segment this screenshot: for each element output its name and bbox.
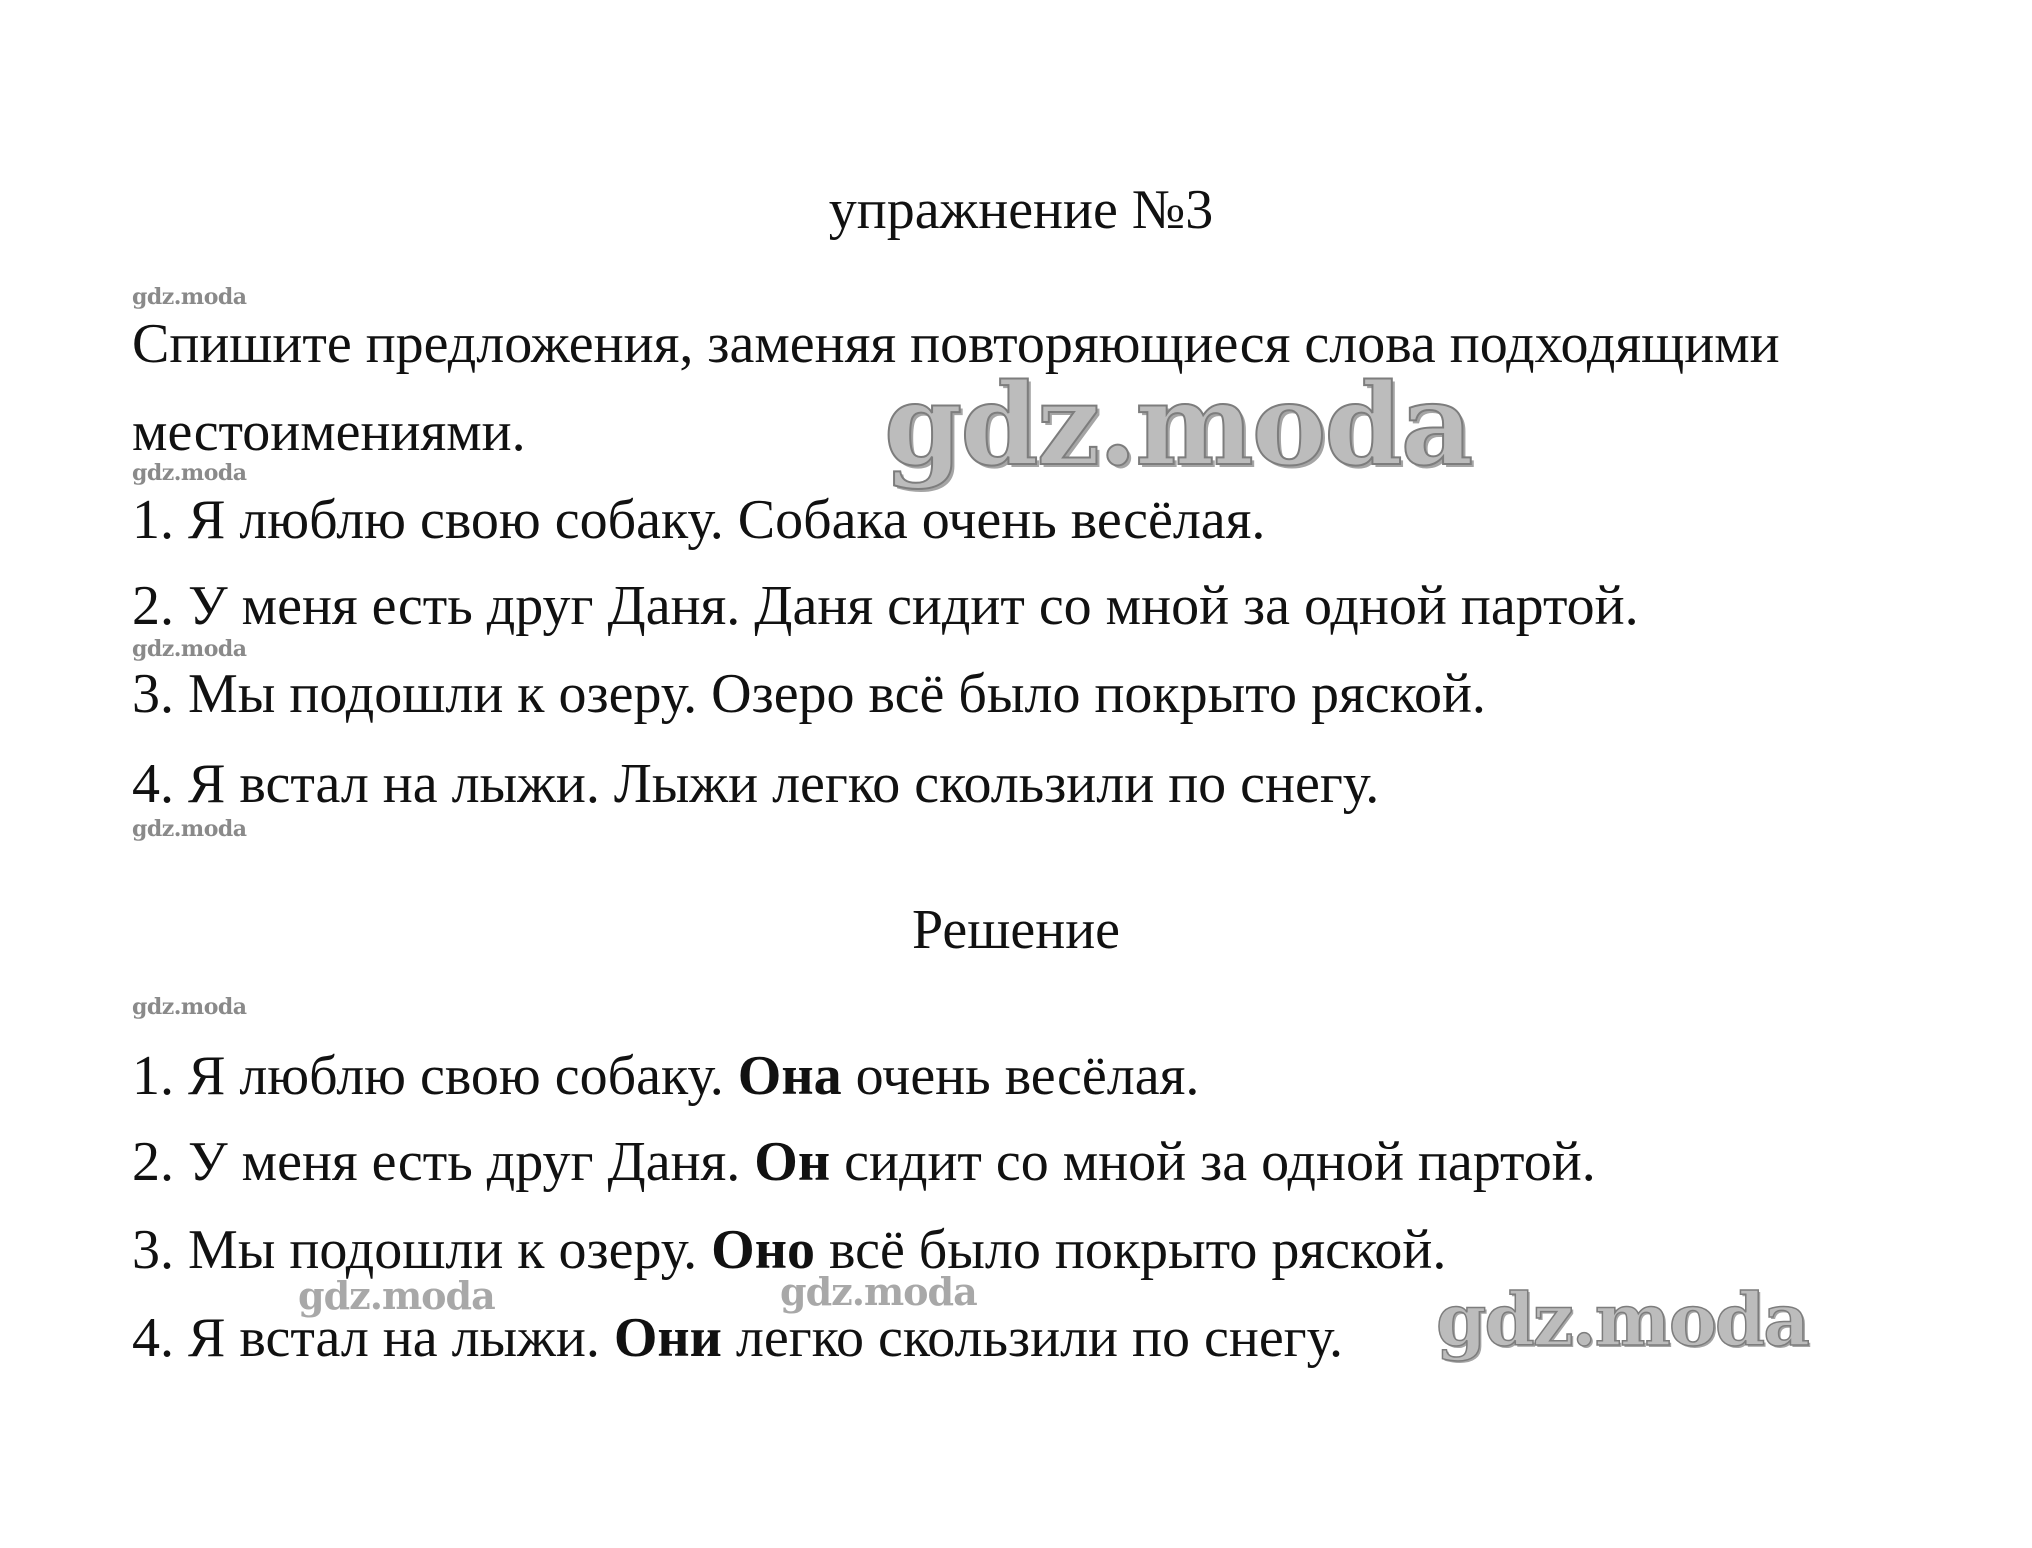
solution-4-pronoun: Они bbox=[613, 1307, 722, 1369]
watermark-medium: gdz.moda bbox=[298, 1273, 495, 1318]
exercise-title: упражнение №3 bbox=[828, 179, 1214, 241]
solution-3-pronoun: Оно bbox=[711, 1219, 815, 1281]
solution-2-after: сидит со мной за одной партой. bbox=[830, 1131, 1596, 1193]
solution-2 bbox=[132, 1130, 1596, 1194]
solution-1-before: 1. Я люблю свою собаку. bbox=[132, 1045, 738, 1107]
watermark-medium: gdz.moda bbox=[780, 1269, 977, 1314]
solution-3-after: всё было покрыто ряской. bbox=[814, 1219, 1447, 1281]
task-line-1: Спишите предложения, заменяя повторяющиеся слова подходящими bbox=[132, 313, 1780, 375]
watermark-small: gdz.moda bbox=[132, 460, 247, 486]
sentence-4: 4. Я встал на лыжи. Лыжи легко скользили по снегу. bbox=[132, 753, 1380, 815]
solution-1-pronoun: Она bbox=[737, 1045, 842, 1107]
solution-3-before: 3. Мы подошли к озеру. bbox=[132, 1219, 712, 1281]
sentence-3: 3. Мы подошли к озеру. Озеро всё было покрыто ряской. bbox=[132, 663, 1486, 725]
watermark-large: gdz.moda bbox=[884, 360, 1472, 491]
sentence-2: 2. У меня есть друг Даня. Даня сидит со мной за одной партой. bbox=[132, 575, 1639, 637]
solution-heading: Решение bbox=[911, 899, 1121, 961]
watermark-small: gdz.moda bbox=[132, 284, 247, 310]
solution-1 bbox=[132, 1044, 1199, 1108]
solution-4-after: легко скользили по снегу. bbox=[721, 1307, 1344, 1369]
solution-2-before: 2. У меня есть друг Даня. bbox=[132, 1131, 755, 1193]
watermark-large: gdz.moda bbox=[1436, 1277, 1808, 1362]
task-line-2: местоимениями. bbox=[132, 401, 526, 463]
sentence-1: 1. Я люблю свою собаку. Собака очень весёлая. bbox=[132, 489, 1266, 551]
solution-1-after: очень весёлая. bbox=[841, 1045, 1200, 1107]
solution-4-before: 4. Я встал на лыжи. bbox=[132, 1307, 614, 1369]
watermark-small: gdz.moda bbox=[132, 636, 247, 662]
watermark-small: gdz.moda bbox=[132, 994, 247, 1020]
solution-2-pronoun: Он bbox=[754, 1131, 831, 1193]
watermark-small: gdz.moda bbox=[132, 816, 247, 842]
